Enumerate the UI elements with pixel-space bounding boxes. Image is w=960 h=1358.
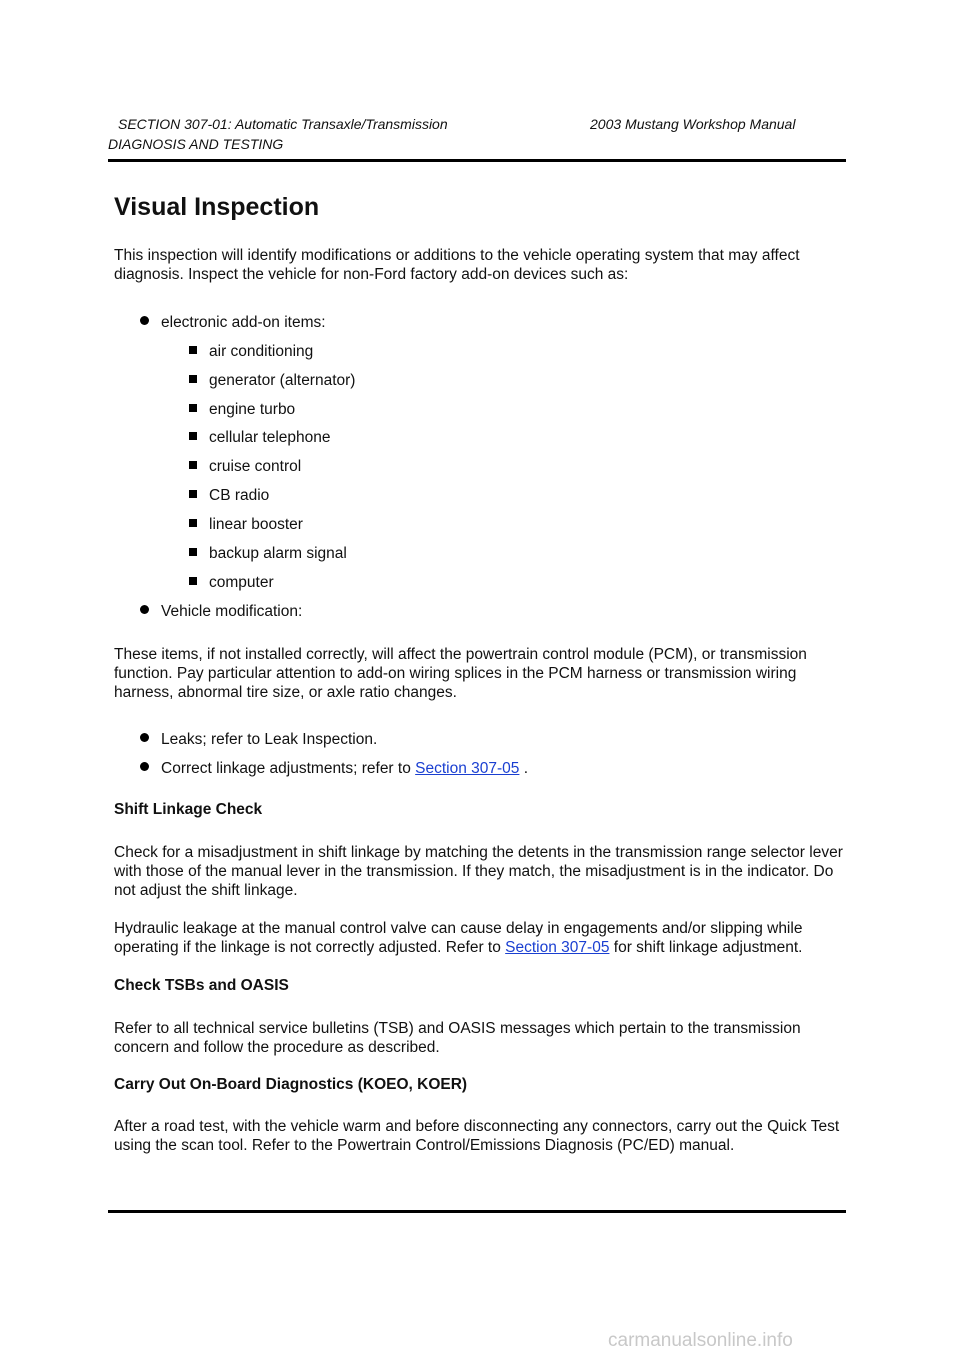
sublist-item: cruise control <box>189 457 301 476</box>
list-item-electronic: electronic add-on items: <box>140 313 326 332</box>
footer-divider <box>108 1210 846 1213</box>
sublist-item: linear booster <box>189 515 303 534</box>
bullet-square-icon <box>189 577 197 585</box>
page-title: Visual Inspection <box>114 193 320 221</box>
intro-paragraph: This inspection will identify modifications or additions to the vehicle operating system that may affect diagnosis. Inspect the vehicle for non-Ford factory add-on devices such as: <box>114 247 800 283</box>
section-307-05-link-2[interactable]: Section 307-05 <box>505 939 610 956</box>
sublist-item: CB radio <box>189 486 269 505</box>
bullet-square-icon <box>189 461 197 469</box>
sublist-item: computer <box>189 573 274 592</box>
bullet-dot-icon <box>140 605 149 614</box>
sublist-item: air conditioning <box>189 342 313 361</box>
list-item-vehicle-modification: Vehicle modification: <box>140 602 302 621</box>
watermark: carmanualsonline.info <box>608 1330 793 1351</box>
bullet-square-icon <box>189 404 197 412</box>
bullet-dot-icon <box>140 316 149 325</box>
shift-linkage-heading: Shift Linkage Check <box>114 801 263 818</box>
bullet-dot-icon <box>140 733 149 742</box>
obd-paragraph: After a road test, with the vehicle warm and before disconnecting any connectors, carry out the Quick Test using the scan tool. Refer to the Powertrain Control/Emissions Diagnosis (PC/ED) manual. <box>114 1118 840 1154</box>
warning-paragraph: These items, if not installed correctly, will affect the powertrain control module (PCM), or transmission function. Pay particular attention to add-on wiring splices in the PCM harness or transmission wiring harness, abnormal tire size, or axle ratio changes. <box>114 646 807 701</box>
manual-title: 2003 Mustang Workshop Manual <box>590 116 796 132</box>
sublist-item: engine turbo <box>189 400 295 419</box>
obd-heading: Carry Out On-Board Diagnostics (KOEO, KOER) <box>114 1076 468 1093</box>
section-header: SECTION 307-01: Automatic Transaxle/Transmission <box>118 116 448 132</box>
sublist-item: cellular telephone <box>189 428 331 447</box>
shift-linkage-paragraph: Check for a misadjustment in shift linkage by matching the detents in the transmission range selector lever with those of the manual lever in the transmission. If they match, the misadjustment is in the indicator. Do not adjust the shift linkage. <box>114 844 843 899</box>
sublist-item: backup alarm signal <box>189 544 347 563</box>
bullet-square-icon <box>189 490 197 498</box>
section-307-05-link[interactable]: Section 307-05 <box>415 760 520 777</box>
tsb-paragraph: Refer to all technical service bulletins (TSB) and OASIS messages which pertain to the transmission concern and follow the procedure as described. <box>114 1020 801 1056</box>
header-divider <box>108 159 846 162</box>
section-subtitle: DIAGNOSIS AND TESTING <box>108 136 284 152</box>
bullet-square-icon <box>189 432 197 440</box>
bullet-square-icon <box>189 548 197 556</box>
tsb-heading: Check TSBs and OASIS <box>114 977 289 994</box>
list-item-linkage: Correct linkage adjustments; refer to Section 307-05 . <box>140 759 528 778</box>
bullet-dot-icon <box>140 762 149 771</box>
bullet-square-icon <box>189 346 197 354</box>
hydraulic-leakage-paragraph: Hydraulic leakage at the manual control valve can cause delay in engagements and/or slipping while operating if the linkage is not correctly adjusted. Refer to Section 307-05 for shift linkage adjustment. <box>114 920 803 956</box>
bullet-square-icon <box>189 519 197 527</box>
list-item-leaks: Leaks; refer to Leak Inspection. <box>140 730 377 749</box>
bullet-square-icon <box>189 375 197 383</box>
sublist-item: generator (alternator) <box>189 371 355 390</box>
